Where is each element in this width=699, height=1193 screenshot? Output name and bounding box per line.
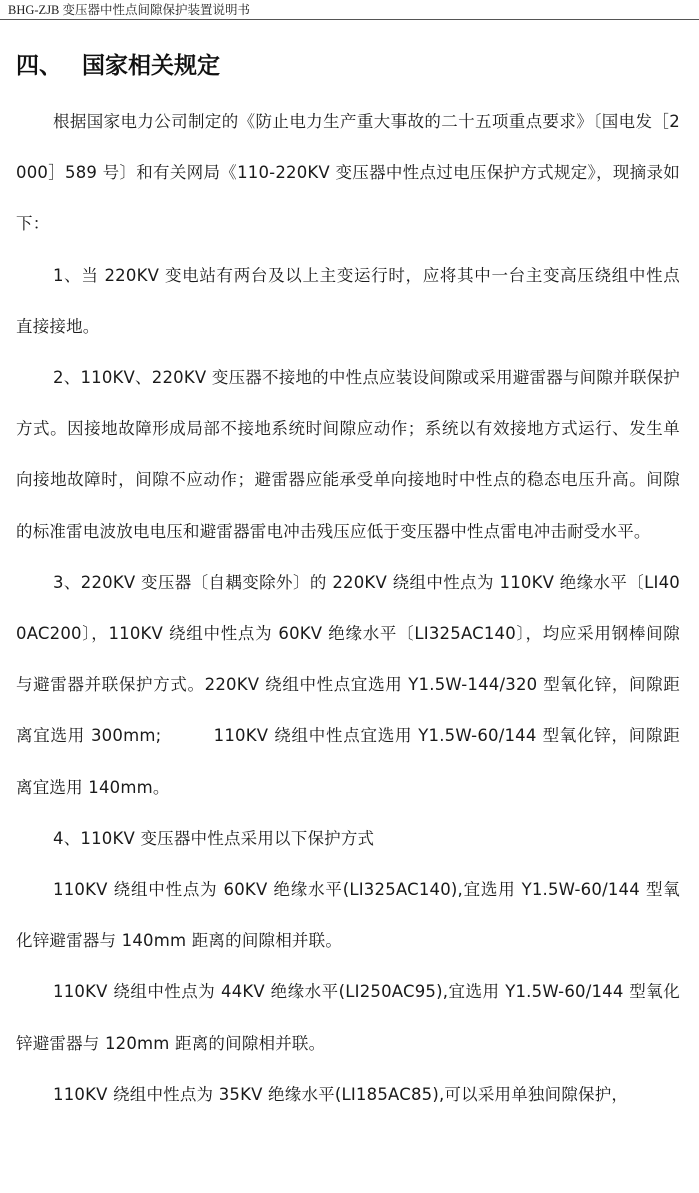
header-divider <box>0 19 699 20</box>
paragraph-rule-2: 2、110KV、220KV 变压器不接地的中性点应装设间隙或采用避雷器与间隙并联保护方式。因接地故障形成局部不接地系统时间隙应动作；系统以有效接地方式运行、发生单向接地故障时，间隙不应动作；避雷器应能承受单向接地时中性点的稳态电压升高。间隙的标准雷电波放电电压和避雷器雷电冲击残压应低于变压器中性点雷电冲击耐受水平。 <box>16 368 680 541</box>
page-header: BHG-ZJB 变压器中性点间隙保护装置说明书 <box>8 3 251 17</box>
section-title-text: 国家相关规定 <box>82 53 220 79</box>
paragraph-rule-3: 3、220KV 变压器〔自耦变除外〕的 220KV 绕组中性点为 110KV 绝缘水平〔LI400AC200〕，110KV 绕组中性点为 60KV 绝缘水平〔LI325AC140〕，均应采用钢棒间隙与避雷器并联保护方式。220KV 绕组中性点宜选用 Y1.5W-144/320 型氧化锌，间隙距离宜选用 300mm; 110KV 绕组中性点宜选用 Y1.5W-60/144 型氧化锌，间隙距离宜选用 140mm。 <box>16 572 680 797</box>
paragraph-rule-4: 4、110KV 变压器中性点采用以下保护方式 <box>53 828 375 848</box>
document-body <box>16 96 680 1120</box>
section-heading <box>16 50 220 82</box>
paragraph-rule-4c: 110KV 绕组中性点为 35KV 绝缘水平(LI185AC85),可以采用单独间隙保护， <box>53 1084 629 1104</box>
section-number: 四、 <box>16 53 62 79</box>
paragraph-rule-4a: 110KV 绕组中性点为 60KV 绝缘水平(LI325AC140),宜选用 Y1.5W-60/144 型氧化锌避雷器与 140mm 距离的间隙相并联。 <box>16 880 680 951</box>
paragraph-rule-4b: 110KV 绕组中性点为 44KV 绝缘水平(LI250AC95),宜选用 Y1.5W-60/144 型氧化锌避雷器与 120mm 距离的间隙相并联。 <box>16 982 680 1053</box>
paragraph-intro: 根据国家电力公司制定的《防止电力生产重大事故的二十五项重点要求》〔国电发［2000］589 号〕和有关网局《110-220KV 变压器中性点过电压保护方式规定》，现摘录如下： <box>16 112 680 234</box>
paragraph-rule-1: 1、当 220KV 变电站有两台及以上主变运行时，应将其中一台主变高压绕组中性点直接接地。 <box>16 265 680 336</box>
